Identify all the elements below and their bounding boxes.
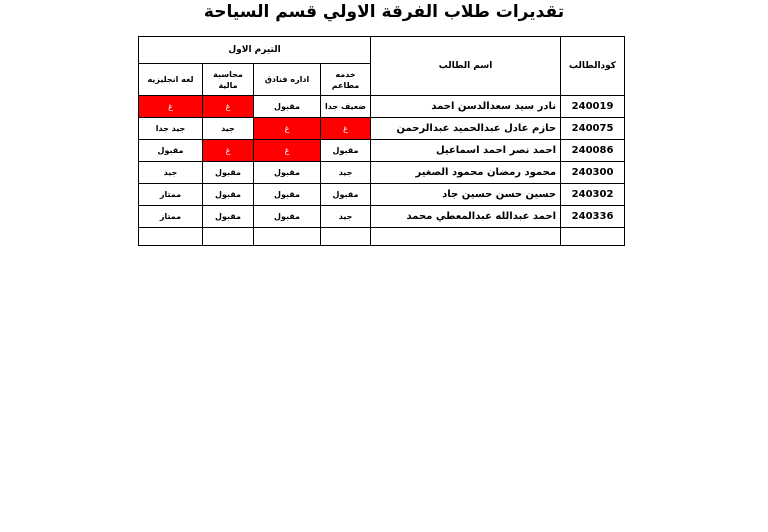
grade-cell-restaurant-service: غ (321, 118, 371, 140)
grade-cell-restaurant-service: جيد (321, 206, 371, 228)
grade-cell-english: غ (139, 96, 203, 118)
empty-cell (254, 228, 321, 246)
student-name-cell: حسين حسن حسين جاد (371, 184, 561, 206)
grades-table (138, 36, 625, 246)
page-title: تقديرات طلاب الفرقة الاولي قسم السياحة (203, 2, 565, 22)
student-code-cell: 240300 (561, 162, 625, 184)
grade-cell-hotel-management: مقبول (254, 162, 321, 184)
empty-cell (321, 228, 371, 246)
grade-cell-english: مقبول (139, 140, 203, 162)
grade-cell-accounting: مقبول (203, 206, 254, 228)
table-row (139, 184, 625, 206)
grade-cell-hotel-management: مقبول (254, 206, 321, 228)
grade-cell-accounting: مقبول (203, 162, 254, 184)
grade-cell-hotel-management: مقبول (254, 184, 321, 206)
student-name-cell: محمود رمضان محمود الصغير (371, 162, 561, 184)
grade-cell-english: ممتاز (139, 184, 203, 206)
subject-header-hotel-management: اداره فنادق (254, 64, 321, 96)
subject-header-english: لغه انجليزيه (139, 64, 203, 96)
grade-cell-hotel-management: غ (254, 118, 321, 140)
student-code-cell: 240086 (561, 140, 625, 162)
empty-cell (139, 228, 203, 246)
header-row-group (139, 37, 625, 64)
grade-cell-accounting: غ (203, 96, 254, 118)
grade-cell-hotel-management: غ (254, 140, 321, 162)
grade-cell-english: ممتاز (139, 206, 203, 228)
table-row (139, 96, 625, 118)
grade-cell-english: جيد (139, 162, 203, 184)
empty-row (139, 228, 625, 246)
grade-cell-restaurant-service: مقبول (321, 140, 371, 162)
grade-cell-restaurant-service: مقبول (321, 184, 371, 206)
grade-cell-restaurant-service: ضعيف جدا (321, 96, 371, 118)
student-name-header: اسم الطالب (371, 37, 561, 96)
subject-header-restaurant-service: خدمه مطاعم (321, 64, 371, 96)
student-name-cell: نادر سيد سعدالدسن احمد (371, 96, 561, 118)
grade-cell-accounting: غ (203, 140, 254, 162)
table-row (139, 140, 625, 162)
student-name-cell: احمد عبدالله عبدالمعطي محمد (371, 206, 561, 228)
grade-cell-english: جيد جدا (139, 118, 203, 140)
empty-cell (371, 228, 561, 246)
table-row (139, 206, 625, 228)
student-code-cell: 240302 (561, 184, 625, 206)
empty-cell (203, 228, 254, 246)
student-code-header: كودالطالب (561, 37, 625, 96)
student-name-cell: حازم عادل عبدالحميد عبدالرحمن (371, 118, 561, 140)
term-group-header: التيرم الاول (139, 37, 371, 64)
table-row (139, 118, 625, 140)
student-name-cell: احمد نصر احمد اسماعيل (371, 140, 561, 162)
empty-cell (561, 228, 625, 246)
student-code-cell: 240336 (561, 206, 625, 228)
grade-cell-accounting: جيد (203, 118, 254, 140)
grade-cell-hotel-management: مقبول (254, 96, 321, 118)
student-code-cell: 240075 (561, 118, 625, 140)
grade-cell-restaurant-service: جيد (321, 162, 371, 184)
subject-header-accounting: محاسبة مالية (203, 64, 254, 96)
grade-cell-accounting: مقبول (203, 184, 254, 206)
table-row (139, 162, 625, 184)
student-code-cell: 240019 (561, 96, 625, 118)
